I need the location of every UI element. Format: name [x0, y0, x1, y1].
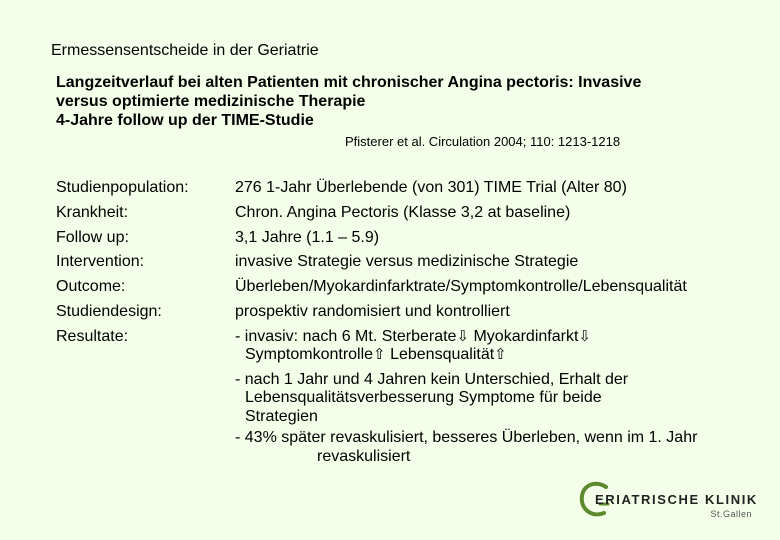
arrow-down-icon: ⇩ — [456, 327, 470, 345]
label-intervention: Intervention: — [56, 253, 145, 271]
field-labels — [56, 176, 189, 350]
geriatrische-klinik-logo — [578, 478, 758, 524]
study-title — [56, 73, 756, 130]
study-title-line2: versus optimierte medizinische Therapie — [56, 93, 366, 110]
result-item-1 — [235, 328, 765, 365]
label-disease: Krankheit: — [56, 203, 129, 221]
value-disease: Chron. Angina Pectoris (Klasse 3,2 at baseline) — [235, 203, 571, 221]
value-followup: 3,1 Jahre (1.1 – 5.9) — [235, 228, 380, 246]
result-item-3 — [235, 429, 765, 466]
logo-sub-text: St.Gallen — [710, 509, 752, 519]
result-1-text-d: Lebensqualität — [385, 346, 495, 364]
result-1-text-c: Symptomkontrolle — [245, 346, 374, 364]
logo-main-text: ERIATRISCHE KLINIK — [595, 492, 758, 507]
value-intervention: invasive Strategie versus medizinische Strategie — [235, 253, 579, 271]
arrow-up-icon: ⇧ — [494, 346, 507, 364]
label-outcome: Outcome: — [56, 278, 126, 296]
study-title-line1: Langzeitverlauf bei alten Patienten mit chronischer Angina pectoris: Invasive — [56, 74, 642, 91]
value-outcome: Überleben/Myokardinfarktrate/Symptomkontrolle/Lebensqualität — [235, 278, 687, 296]
label-followup: Follow up: — [56, 228, 129, 246]
label-results: Resultate: — [56, 327, 129, 345]
arrow-up-icon: ⇧ — [373, 346, 386, 364]
result-1-text-b: Myokardinfarkt — [469, 327, 579, 345]
study-title-line3: 4-Jahre follow up der TIME-Studie — [56, 112, 314, 129]
arrow-down-icon: ⇩ — [578, 327, 591, 345]
result-1-text-a: - invasiv: nach 6 Mt. Sterberate — [235, 327, 457, 345]
page-header-title: Ermessensentscheide in der Geriatrie — [51, 42, 319, 59]
result-item-2 — [235, 371, 765, 427]
citation: Pfisterer et al. Circulation 2004; 110: 1213-1218 — [345, 134, 621, 149]
field-values — [235, 176, 765, 466]
label-population: Studienpopulation: — [56, 179, 189, 196]
value-population: 276 1-Jahr Überlebende (von 301) TIME Trial (Alter 80) — [235, 179, 627, 196]
result-2-line3: Strategien — [245, 407, 318, 425]
label-design: Studiendesign: — [56, 302, 162, 320]
value-design: prospektiv randomisiert und kontrolliert — [235, 302, 510, 320]
result-3-line1: - 43% später revaskulisiert, besseres Überleben, wenn im 1. Jahr — [235, 429, 698, 447]
result-2-line2: Lebensqualitätsverbesserung Symptome für beide — [245, 389, 602, 407]
result-3-line2: revaskulisiert — [317, 447, 411, 465]
result-2-line1: - nach 1 Jahr und 4 Jahren kein Unterschied, Erhalt der — [235, 370, 629, 388]
